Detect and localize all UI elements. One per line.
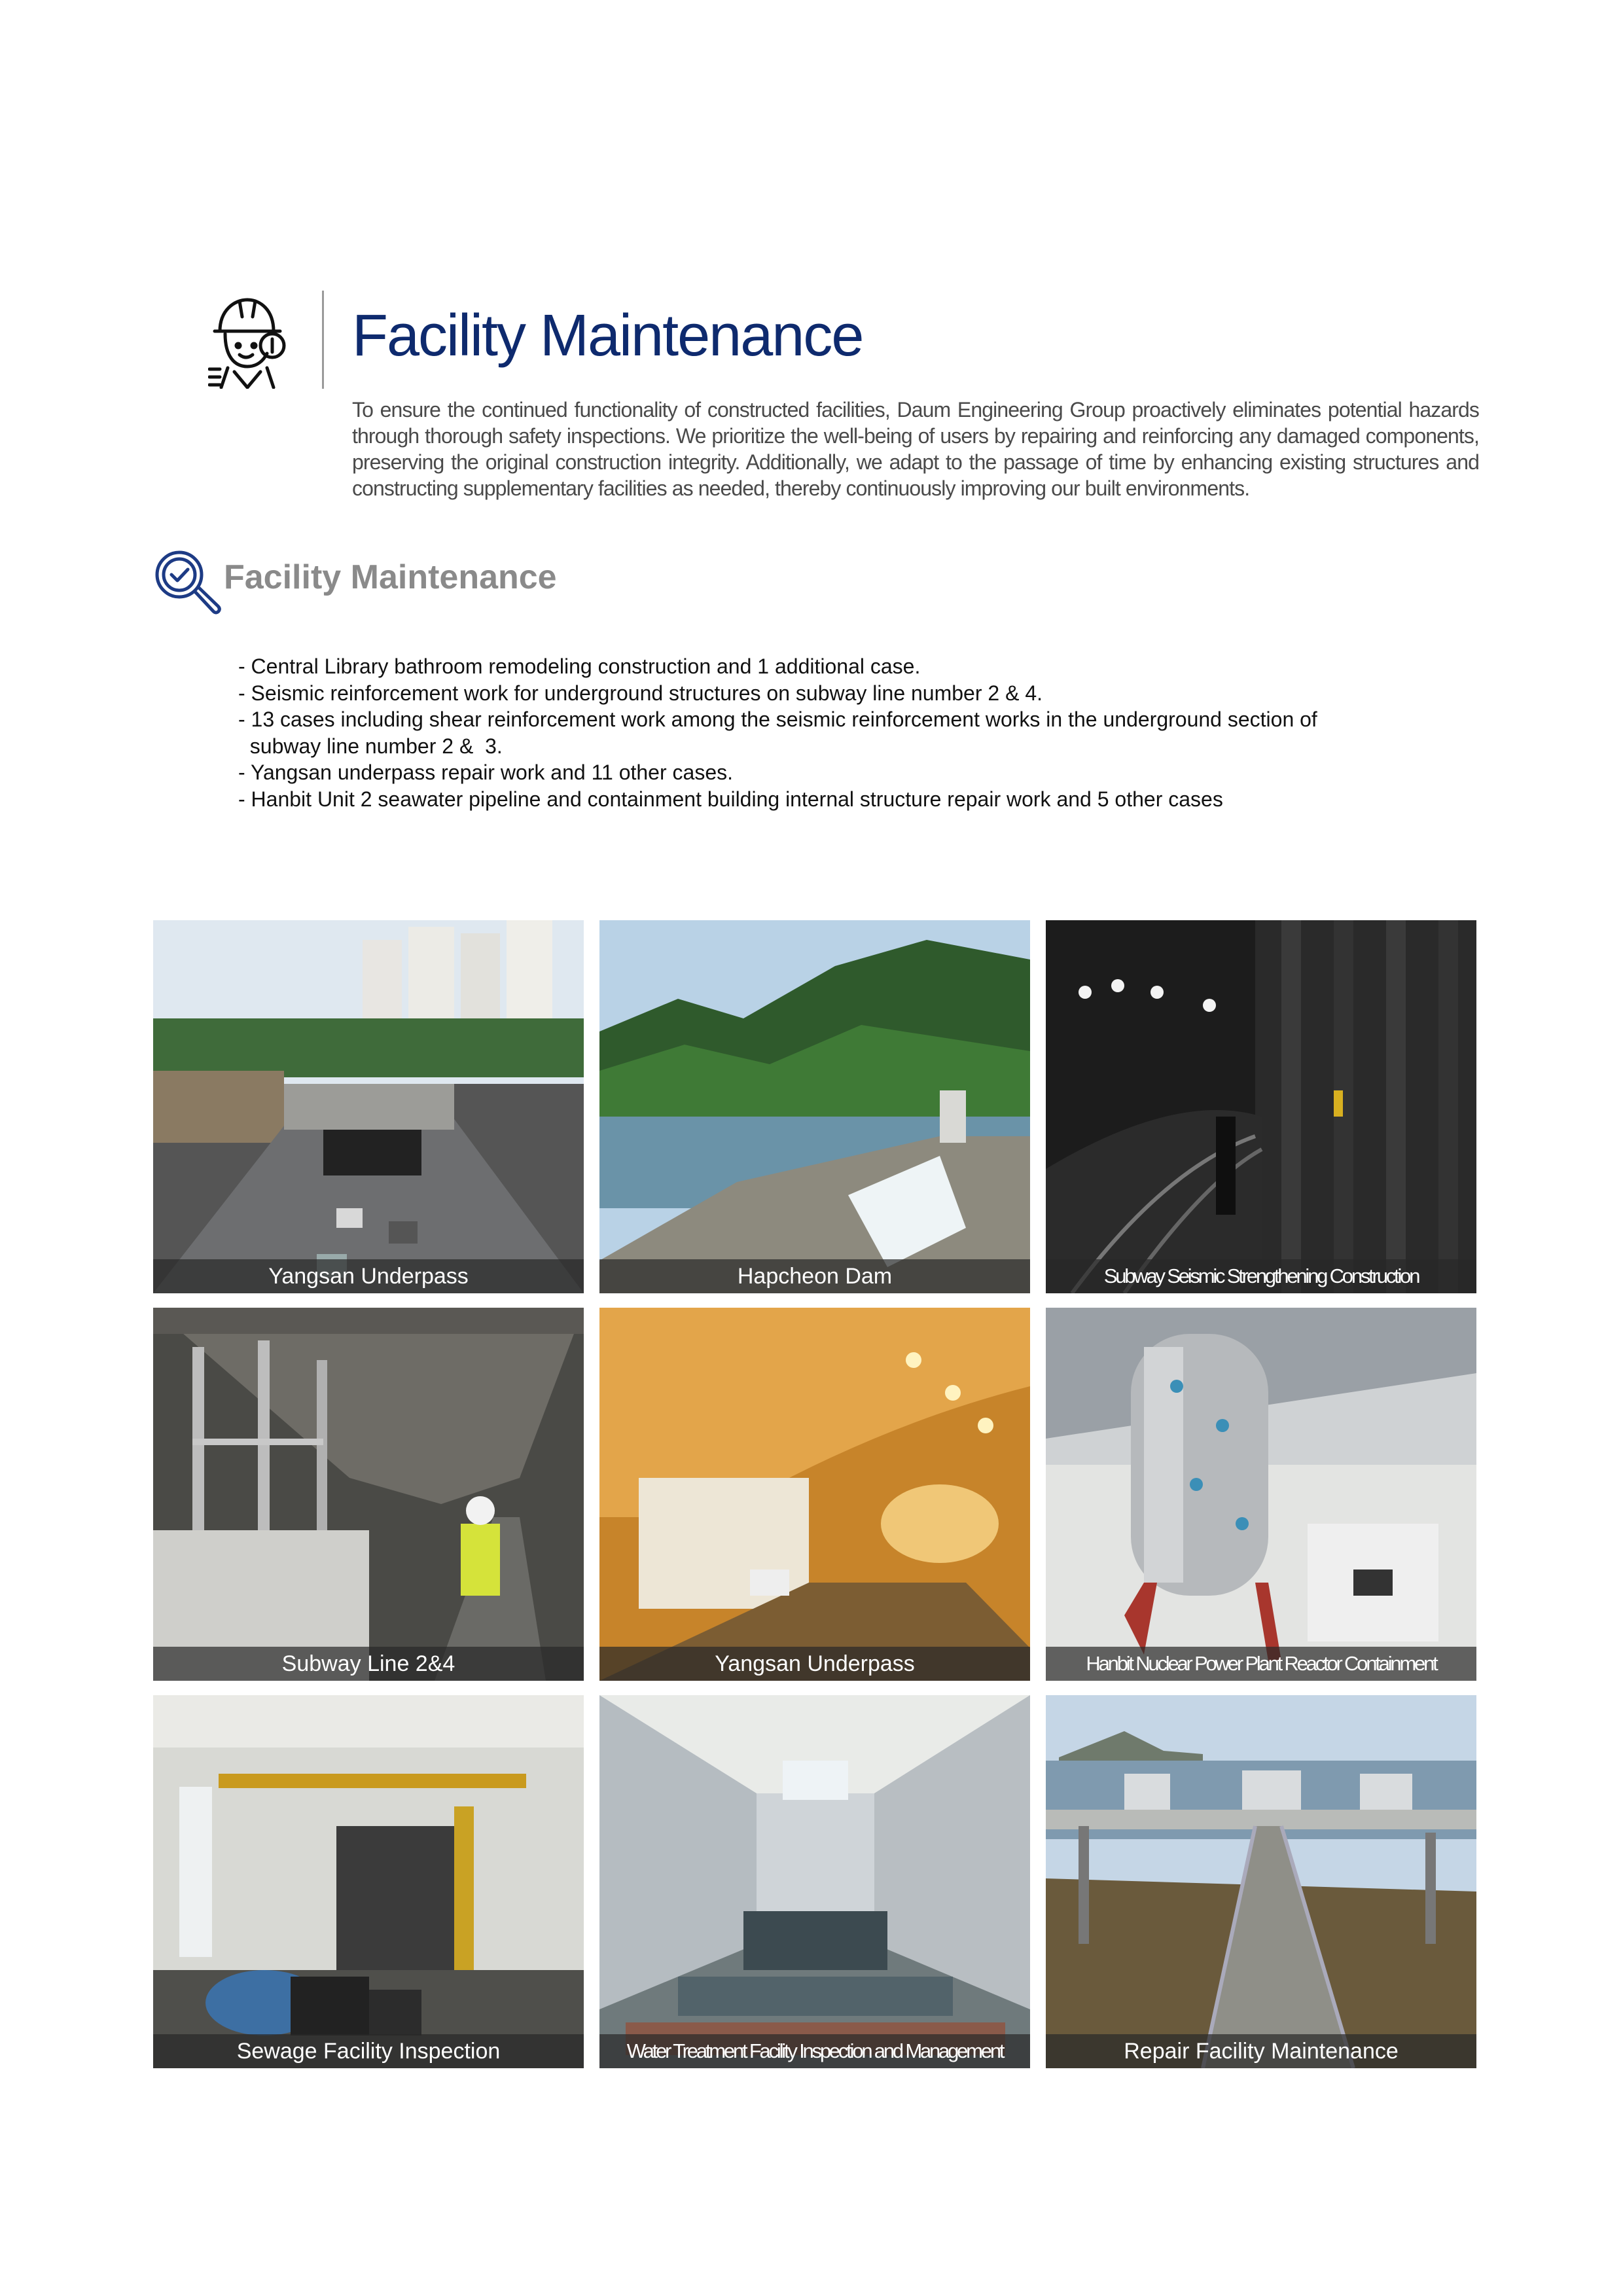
photo-caption: Hapcheon Dam [599,1259,1030,1293]
project-list [238,653,1469,812]
photo-caption: Repair Facility Maintenance [1046,2034,1476,2068]
engineer-icon [208,291,288,389]
photo-water-treatment [599,1695,1030,2068]
photo-sewage-facility [153,1695,584,2068]
photo-caption: Yangsan Underpass [599,1647,1030,1681]
photo-repair-facility [1046,1695,1476,2068]
photo-caption: Yangsan Underpass [153,1259,584,1293]
photo-yangsan-underpass-tunnel [599,1308,1030,1681]
header-divider [322,291,324,389]
photo-caption: Subway Line 2&4 [153,1647,584,1681]
photo-yangsan-underpass [153,920,584,1293]
list-item: - 13 cases including shear reinforcement work among the seismic reinforcement works in the underground section of [238,708,1317,731]
inspection-magnifier-icon [153,548,221,617]
list-item: - Central Library bathroom remodeling construction and 1 additional case. [238,655,921,678]
photo-hanbit-reactor [1046,1308,1476,1681]
photo-subway-line-2-4 [153,1308,584,1681]
list-item: - Hanbit Unit 2 seawater pipeline and containment building internal structure repair work and 5 other cases [238,787,1223,811]
photo-caption: Water Treatment Facility Inspection and Management [599,2034,1030,2068]
photo-caption: Hanbit Nuclear Power Plant Reactor Containment [1046,1647,1476,1681]
page-title: Facility Maintenance [352,303,863,368]
list-item: - Seismic reinforcement work for underground structures on subway line number 2 & 4. [238,681,1043,705]
section-title: Facility Maintenance [224,558,557,596]
photo-caption: Sewage Facility Inspection [153,2034,584,2068]
photo-subway-seismic [1046,920,1476,1293]
photo-caption: Subway Seismic Strengthening Construction [1046,1259,1476,1293]
list-item: - Yangsan underpass repair work and 11 other cases. [238,761,733,784]
intro-paragraph: To ensure the continued functionality of constructed facilities, Daum Engineering Group proactively eliminates potential hazards through thorough safety inspections. We prioritize the well-being of users by repairing and reinforcing any damaged components, preserving the original construction integrity. Additionally, we adapt to the passage of time by enhancing existing structures and constructing supplementary facilities as needed, thereby continuously improving our built environments. [352,398,1479,500]
list-item: subway line number 2 & 3. [238,734,503,758]
photo-hapcheon-dam [599,920,1030,1293]
